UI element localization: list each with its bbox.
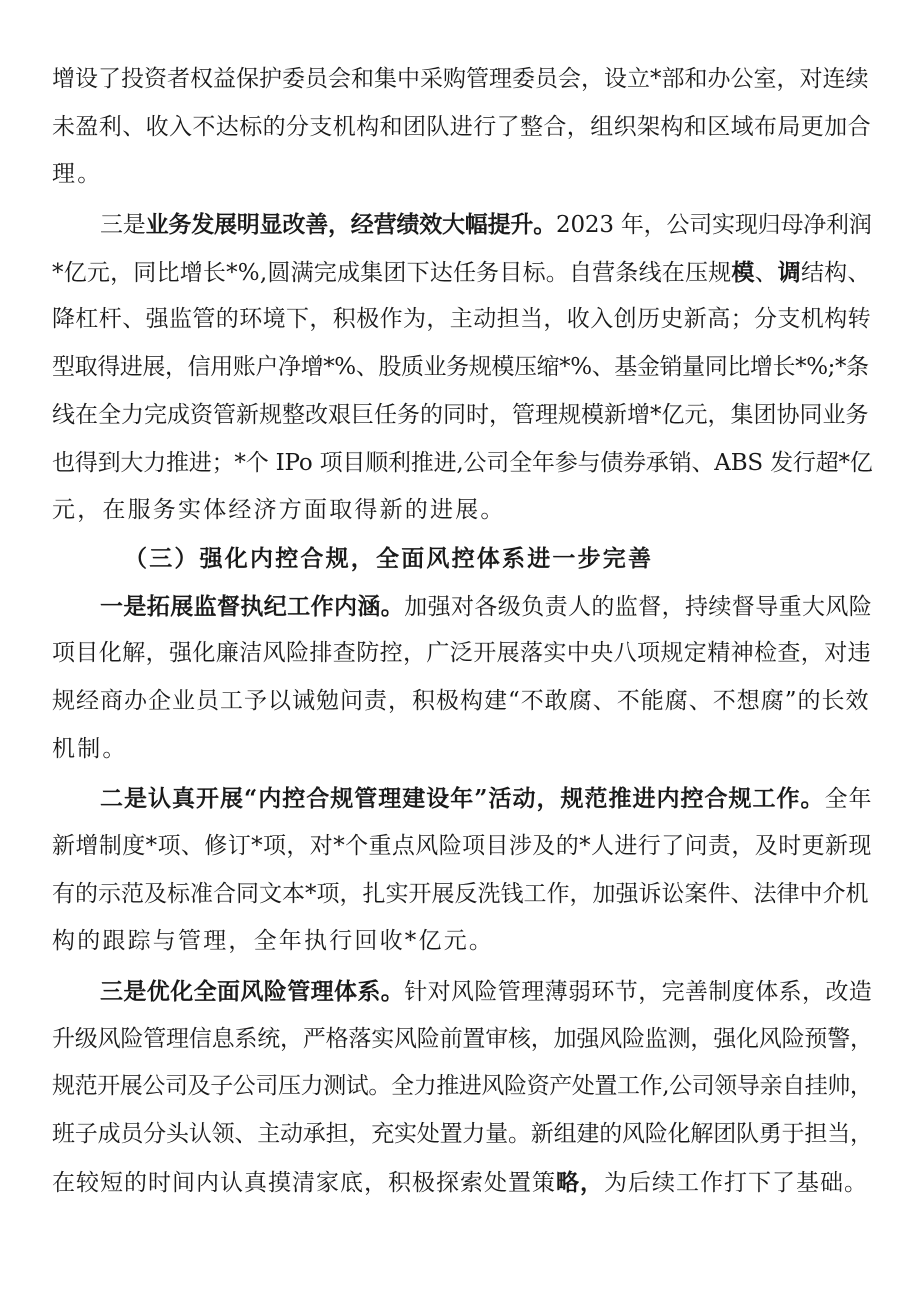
bold-char: 模 — [731, 258, 755, 286]
bold-lead-phrase: 二是认真开展“内控合规管理建设年”活动，规范推进内控合规工作。 — [100, 785, 825, 813]
paragraph-line — [52, 296, 872, 344]
text-run: 构的跟踪与管理，全年执行回收*亿元。 — [52, 928, 495, 955]
paragraph-line — [52, 678, 872, 726]
paragraph-line — [52, 775, 872, 823]
text-run: 全年 — [824, 786, 873, 813]
paragraph-line — [52, 56, 872, 104]
paragraph-line — [52, 201, 872, 249]
text-run: 规经商办企业员工予以诫勉问责，积极构建“不敢腐、不能腐、不想腐”的长效 — [52, 687, 870, 714]
text-run: 未盈利、收入不达标的分支机构和团队进行了整合，组织架构和区域布局更加合 — [52, 113, 871, 140]
text-run: 班子成员分头认领、主动承担，充实处置力量。新组建的风险化解团队勇于担当， — [52, 1121, 873, 1148]
paragraph-line — [52, 249, 872, 297]
bold-lead-phrase: 业务发展明显改善，经营绩效大幅提升。 — [145, 211, 557, 239]
text-run: *亿元，同比增长*%,圆满完成集团下达任务目标。自营条线在压规 — [52, 259, 732, 286]
text-run: 机制。 — [52, 735, 128, 762]
bold-char: 调 — [777, 258, 801, 286]
bold-lead-phrase: 一是拓展监督执纪工作内涵。 — [100, 592, 405, 620]
text-run: 结构、 — [800, 259, 871, 286]
text-run: 项目化解，强化廉洁风险排查防控，广泛开展落实中央八项规定精神检查，对违 — [52, 640, 871, 667]
bold-lead-phrase: 三是优化全面风险管理体系。 — [100, 978, 405, 1006]
text-run: 线在全力完成资管新规整改艰巨任务的同时，管理规模新增*亿元，集团协同业务 — [52, 401, 869, 428]
text-run: 2023 年，公司实现归母净利润 — [556, 212, 872, 239]
paragraph-line — [52, 440, 872, 488]
text-run: 元，在服务实体经济方面取得新的进展。 — [52, 497, 506, 524]
paragraph-line — [52, 151, 872, 199]
bold-char: 略， — [556, 1168, 604, 1196]
text-run: 理。 — [52, 161, 103, 188]
section-heading-text: （三）强化内控合规，全面风控体系进一步完善 — [124, 544, 654, 572]
text-run: 增设了投资者权益保护委员会和集中采购管理委员会，设立*部和办公室，对连续 — [52, 66, 869, 92]
paragraph-line — [52, 871, 872, 919]
paragraph-line — [52, 1016, 872, 1064]
paragraph-line — [52, 1111, 872, 1159]
paragraph-line — [52, 918, 872, 966]
text-run: 在较短的时间内认真摸清家底，积极探索处置策 — [52, 1169, 556, 1196]
paragraph-line — [52, 344, 872, 392]
text-run: 为后续工作打下了基础。 — [604, 1169, 868, 1196]
paragraph-line — [52, 1063, 872, 1111]
text-run: 新增制度*项、修订*项，对*个重点风险项目涉及的*人进行了问责，及时更新现 — [52, 833, 872, 859]
text-run: 型取得进展，信用账户净增*%、股质业务规模压缩*%、基金销量同比增长*%;*条 — [52, 354, 869, 381]
text-run: 加强对各级负责人的监督，持续督导重大风险 — [404, 593, 873, 620]
text-run: 规范开展公司及子公司压力测试。全力推进风险资产处置工作,公司领导亲自挂帅， — [52, 1073, 873, 1100]
text-run: 有的示范及标准合同文本*项，扎实开展反洗钱工作，加强诉讼案件、法律中介机 — [52, 880, 869, 907]
paragraph-line — [52, 104, 872, 152]
text-run: 也得到大力推进；*个 IPo 项目顺利推进,公司全年参与债券承销、ABS 发行超*亿 — [52, 449, 873, 476]
document-page — [52, 56, 872, 1207]
text-run: 三是 — [100, 212, 146, 239]
paragraph-line — [52, 392, 872, 440]
paragraph-line — [52, 630, 872, 678]
section-heading — [52, 535, 872, 583]
paragraph-line — [52, 583, 872, 631]
paragraph-line — [52, 726, 872, 774]
paragraph-line — [52, 487, 872, 535]
paragraph-line — [52, 823, 872, 871]
text-run: 针对风险管理薄弱环节，完善制度体系，改造 — [404, 979, 873, 1006]
paragraph-line — [52, 1159, 872, 1207]
text-run: 降杠杆、强监管的环境下，积极作为，主动担当，收入创历史新高；分支机构转 — [52, 306, 871, 333]
text-run: 、 — [754, 259, 778, 286]
text-run: 升级风险管理信息系统，严格落实风险前置审核，加强风险监测，强化风险预警， — [52, 1025, 873, 1052]
paragraph-line — [52, 968, 872, 1016]
